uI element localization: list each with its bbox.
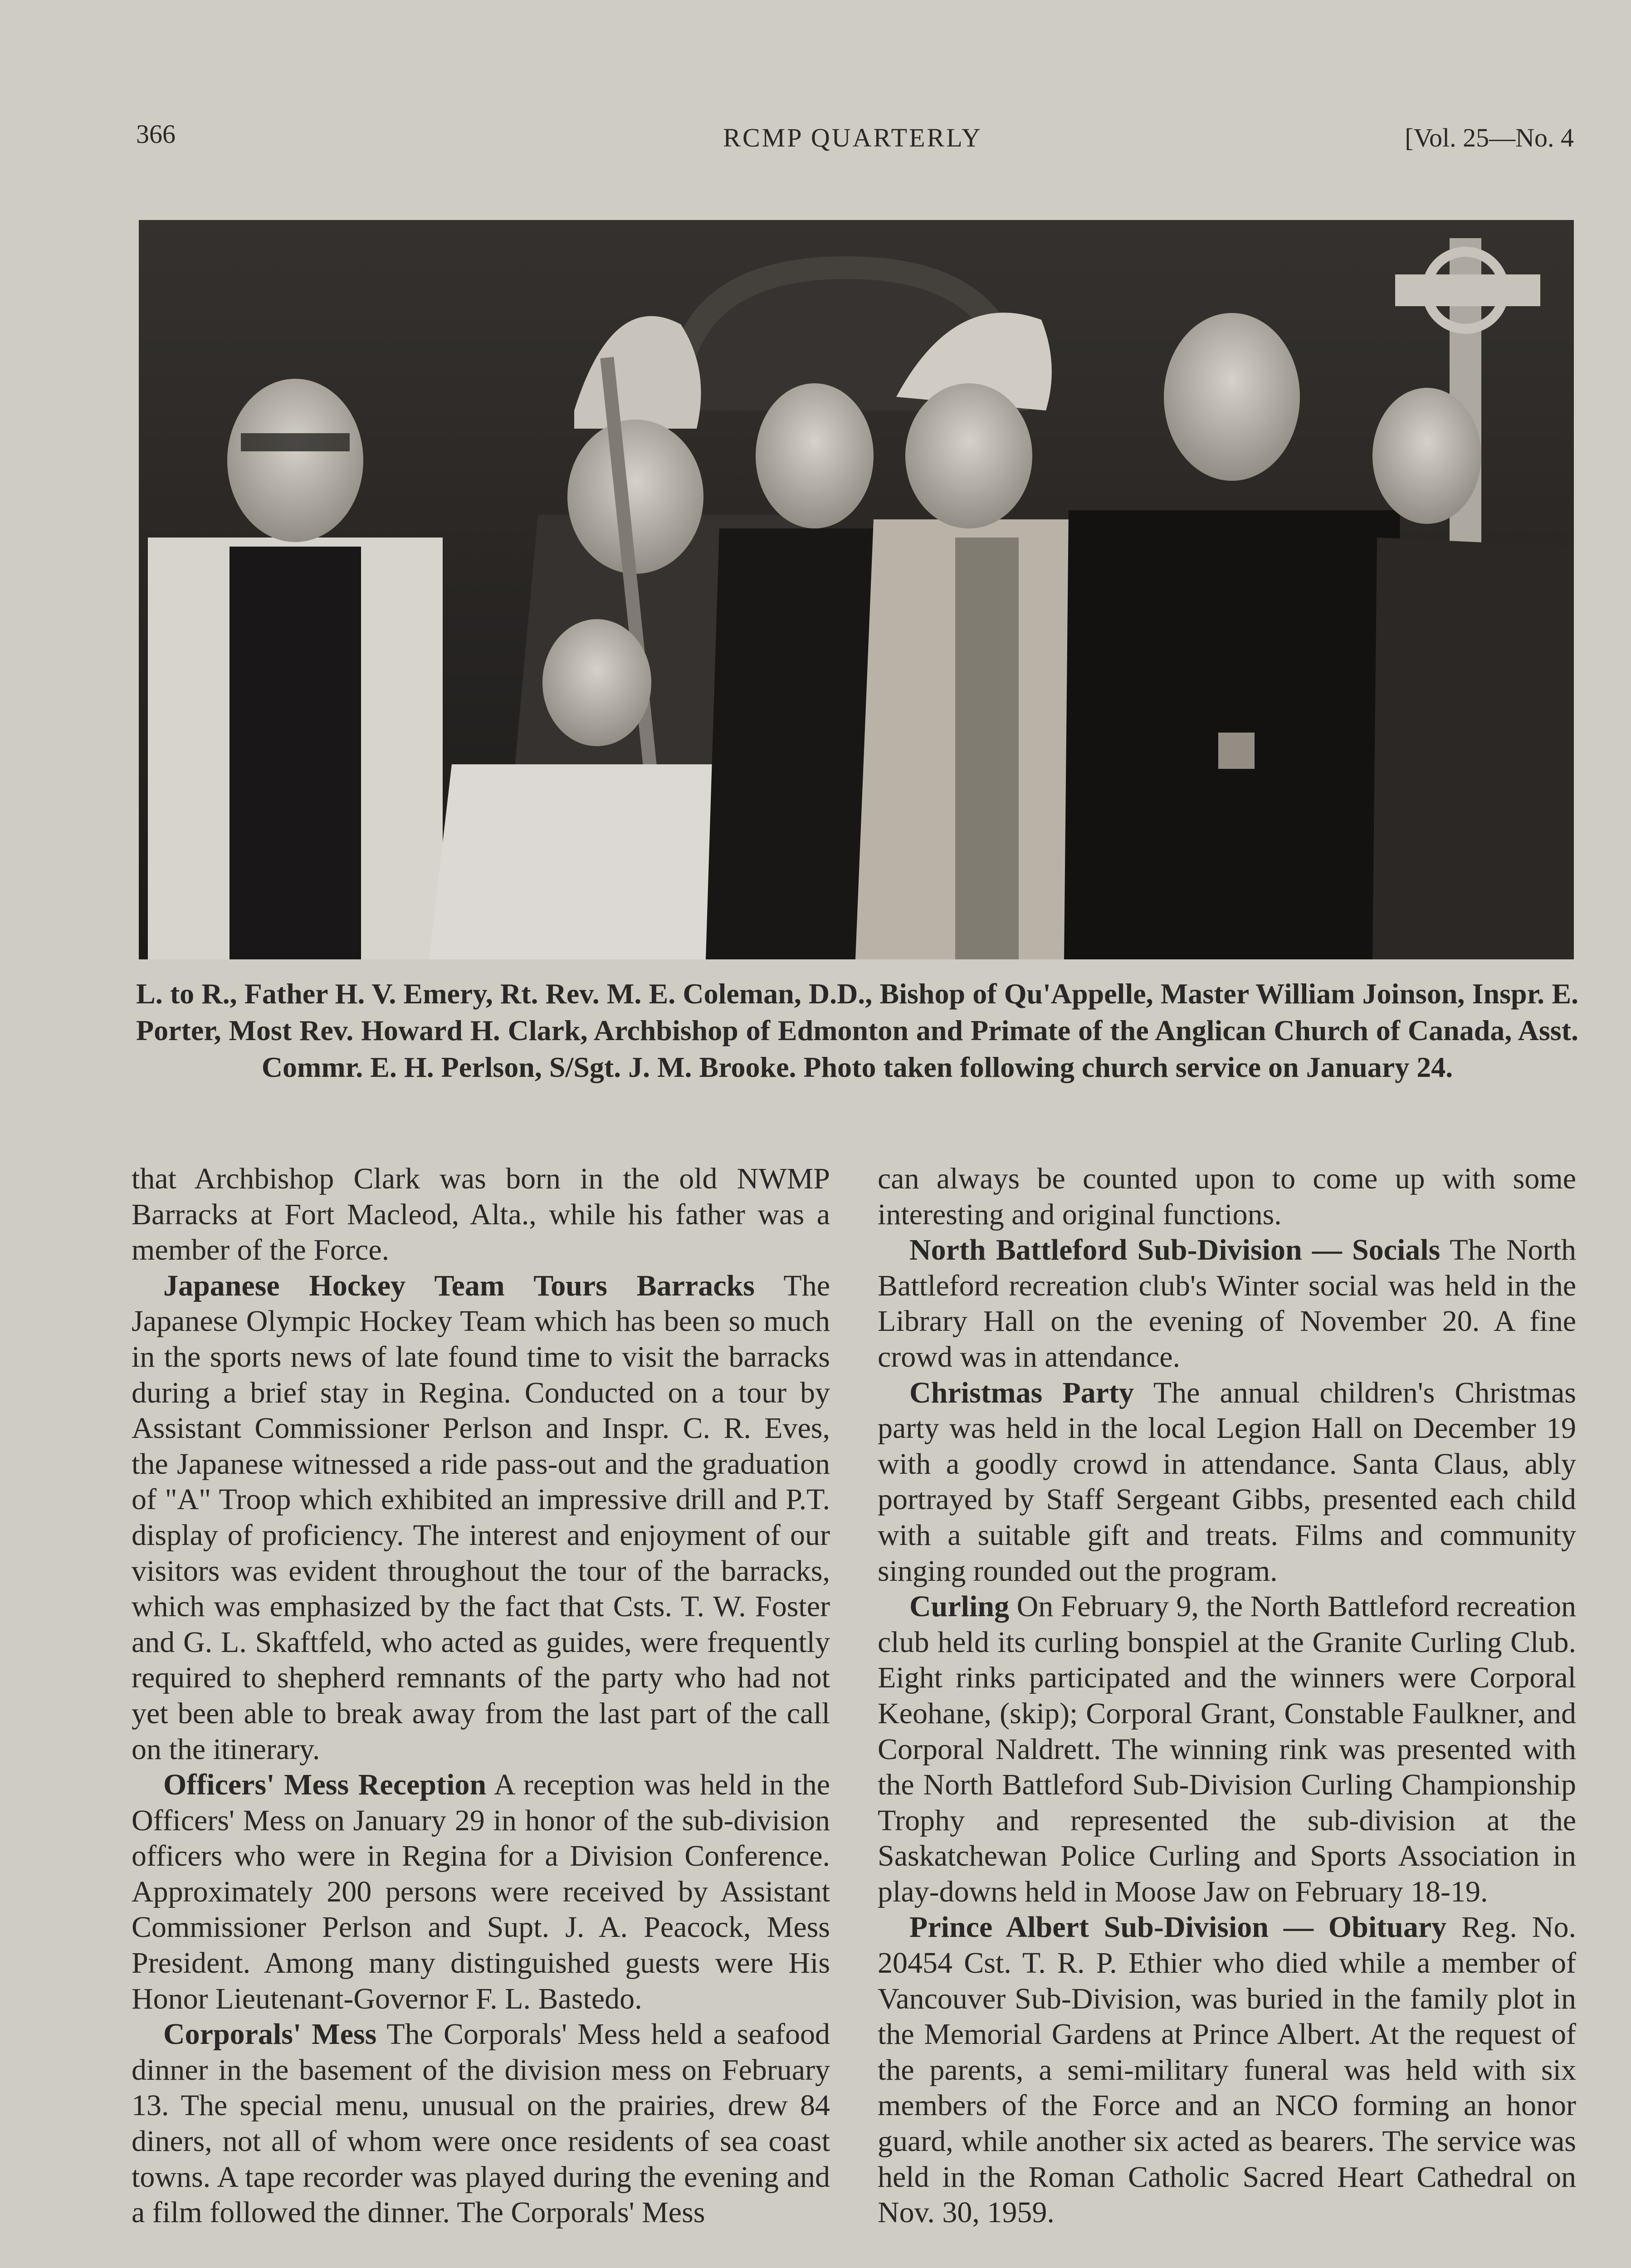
volume-label: [Vol. 25—No. 4 bbox=[1405, 123, 1574, 152]
group-photo bbox=[139, 220, 1574, 959]
hockey-paragraph bbox=[132, 1268, 830, 1767]
right-column bbox=[878, 1161, 1576, 2231]
christmas-heading: Christmas Party bbox=[909, 1376, 1134, 1409]
officers-paragraph bbox=[132, 1767, 830, 2017]
left-intro-paragraph: that Archbishop Clark was born in the old NWMP Barracks at Fort Macleod, Alta., while his father was a member of the Force. bbox=[132, 1162, 830, 1267]
page-number: 366 bbox=[136, 119, 176, 149]
officers-text: A reception was held in the Officers' Mess on January 29 in honor of the sub-division officers who were in Regina for a Division Conference. Approximately 200 persons were received by Assistant Commissioner Perlson and Supt. J. A. Peacock, Mess President. Among many distinguished guests were His Honor Lieutenant-Governor F. L. Bastedo. bbox=[132, 1768, 830, 2015]
battleford-heading: North Battleford Sub-Division — Socials bbox=[909, 1233, 1441, 1267]
left-column bbox=[132, 1161, 830, 2231]
hockey-text: The Japanese Olympic Hockey Team which has been so much in the sports news of late found time to visit the barracks during a brief stay in Regina. Conducted on a tour by Assistant Commissioner Perlson and Inspr. C. R. Eves, the Japanese witnessed a ride pass-out and the graduation of "A" Troop which exhibited an impressive drill and P.T. display of proficiency. The interest and enjoyment of our visitors was evident throughout the tour of the barracks, which was emphasized by the fact that Csts. T. W. Foster and G. L. Skaftfeld, who acted as guides, were frequently required to shepherd remnants of the party who had not yet been able to break away from the last part of the call on the itinerary. bbox=[132, 1269, 830, 1766]
albert-heading: Prince Albert Sub-Division — Obituary bbox=[909, 1911, 1447, 1944]
right-intro-paragraph: can always be counted upon to come up with some interesting and original functions. bbox=[878, 1162, 1576, 1231]
masthead: RCMP QUARTERLY bbox=[723, 123, 982, 152]
battleford-text: The North Battleford recreation club's Winter social was held in the Library Hall on the evening of November 20. A fine crowd was in attendance. bbox=[878, 1233, 1576, 1374]
albert-paragraph bbox=[878, 1910, 1576, 2230]
albert-text: Reg. No. 20454 Cst. T. R. P. Ethier who died while a member of Vancouver Sub-Division, was buried in the family plot in the Memorial Gardens at Prince Albert. At the request of the parents, a semi-military funeral was held with six members of the Force and an NCO forming an honor guard, while another six acted as bearers. The service was held in the Roman Catholic Sacred Heart Cathedral on Nov. 30, 1959. bbox=[878, 1911, 1576, 2229]
officers-heading: Officers' Mess Reception bbox=[163, 1768, 487, 1802]
curling-heading: Curling bbox=[909, 1590, 1010, 1623]
corporals-heading: Corporals' Mess bbox=[163, 2018, 377, 2051]
curling-paragraph bbox=[878, 1589, 1576, 1910]
battleford-paragraph bbox=[878, 1232, 1576, 1375]
curling-text: On February 9, the North Battleford recreation club held its curling bonspiel at the Granite Curling Club. Eight rinks participated and the winners were Corporal Keohane, (skip); Corporal Grant, Constable Faulkner, and Corporal Naldrett. The winning rink was presented with the North Battleford Sub-Division Curling Championship Trophy and represented the sub-division at the Saskatchewan Police Curling and Sports Association in play-downs held in Moose Jaw on February 18-19. bbox=[878, 1590, 1576, 1908]
corporals-paragraph bbox=[132, 2017, 830, 2231]
photo-caption: L. to R., Father H. V. Emery, Rt. Rev. M. E. Coleman, D.D., Bishop of Qu'Appelle, Master William Joinson, Inspr. E. Porter, Most Rev. Howard H. Clark, Archbishop of Edmonton and Primate of the Anglican Church of Canada, Asst. Commr. E. H. Perlson, S/Sgt. J. M. Brooke. Photo taken following church service on January 24. bbox=[136, 978, 1578, 1083]
hockey-heading: Japanese Hockey Team Tours Barracks bbox=[163, 1269, 755, 1302]
christmas-paragraph bbox=[878, 1375, 1576, 1589]
group-photo-illustration bbox=[139, 220, 1574, 959]
page-header bbox=[132, 119, 1574, 160]
corporals-text: The Corporals' Mess held a seafood dinner in the basement of the division mess on February 13. The special menu, unusual on the prairies, drew 84 diners, not all of whom were once residents of sea coast towns. A tape recorder was played during the evening and a film followed the dinner. The Corporals' Mess bbox=[132, 2018, 830, 2229]
christmas-text: The annual children's Christmas party was held in the local Legion Hall on December 19 with a goodly crowd in attendance. Santa Claus, ably portrayed by Staff Sergeant Gibbs, presented each child with a suitable gift and treats. Films and community singing rounded out the program. bbox=[878, 1376, 1576, 1588]
